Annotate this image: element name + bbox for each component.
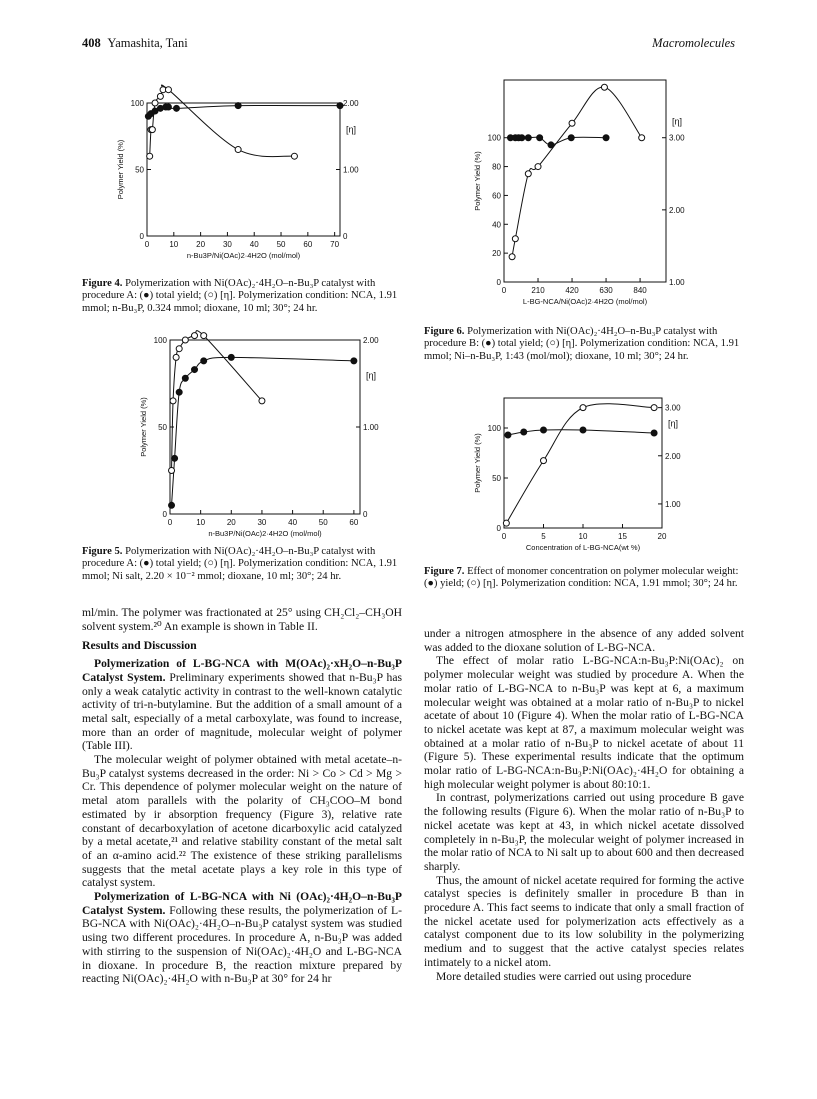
paragraph-r4: More detailed studies were carried out using procedure (436, 969, 692, 983)
viscosity-point (170, 398, 176, 404)
viscosity-point (541, 458, 547, 464)
viscosity-point (201, 333, 207, 339)
viscosity-point (152, 100, 158, 106)
y-tick-label: 100 (130, 99, 144, 108)
yield-point (176, 389, 182, 395)
paragraph-3-text: Following these results, the polymerization of L-BG-NCA with Ni(OAc)₂·4H₂O–n-Bu₃P catalyst system was studied using two different procedures. In procedure A, n-Bu₃P was added with stirring to the suspension of Ni(OAc)₂·4H₂O and L-BG-NCA in dioxane. In procedure B, the reaction mixture prepared by reacting Ni(OAc)₂·4H₂O with n-Bu₃P at 30° for 24 hr (82, 903, 402, 986)
y-axis-label: Polymer Yield (%) (139, 397, 148, 457)
yield-point (235, 103, 241, 109)
viscosity-point (535, 164, 541, 170)
header-journal: Macromolecules (652, 36, 735, 50)
viscosity-point (169, 468, 175, 474)
yield-point (537, 135, 543, 141)
x-tick-label: 20 (196, 240, 206, 249)
x-axis-label: n-Bu3P/Ni(OAc)2·4H2O (mol/mol) (186, 251, 301, 260)
x-tick-label: 5 (541, 532, 546, 541)
viscosity-curve (150, 85, 295, 157)
y2-tick-label: 3.00 (669, 133, 685, 143)
figure-5-label: Figure 5. (82, 546, 123, 557)
viscosity-curve (172, 331, 262, 471)
y-tick-label: 100 (153, 336, 167, 345)
x-tick-label: 10 (196, 518, 206, 527)
yield-point (505, 432, 511, 438)
plot-frame (504, 398, 662, 528)
section-heading: Results and Discussion (82, 638, 197, 653)
y-tick-label: 100 (487, 133, 501, 143)
viscosity-point (509, 254, 515, 260)
y2-tick-label: 1.00 (669, 278, 685, 287)
yield-point (169, 502, 175, 508)
left-column (82, 606, 402, 986)
y2-tick-label: 2.00 (363, 336, 379, 345)
x-tick-label: 210 (531, 286, 545, 295)
yield-point (541, 427, 547, 433)
yield-point (651, 430, 657, 436)
y2-axis-label: [η] (346, 124, 357, 135)
paragraph-r1: The effect of molar ratio L-BG-NCA:n-Bu₃P:Ni(OAc)₂ on polymer molecular weight was studied by procedure A. When the molar ratio of L-BG-NCA to n-Bu₃P was kept at 6, a maximum molecular weight was obtained at a molar ratio of n-Bu₃P to nickel acetate of about 10 (Figure 4). When the molar ratio of L-BG-NCA to nickel acetate was kept at 87, a maximum molecular weight was obtained at a molar ratio of n-Bu₃P to nickel acetate of about 11 (Figure 5). These experimental results indicate that the optimum molar ratio of L-BG-NCA:n-Bu₃P:Ni(OAc)₂·4H₂O for obtaining a high molecular weight polymer is about 80:10:1. (424, 654, 744, 791)
right-column (424, 627, 744, 983)
figure-6-chart (470, 72, 710, 322)
yield-point (165, 104, 171, 110)
y-tick-label: 40 (492, 220, 501, 230)
y-tick-label: 0 (139, 232, 144, 241)
x-axis-label: n-Bu3P/Ni(OAc)2·4H2O (mol/mol) (208, 529, 322, 538)
yield-point (351, 358, 357, 364)
figure-4-caption (82, 278, 402, 315)
y-tick-label: 60 (492, 191, 501, 201)
y-tick-label: 50 (492, 474, 501, 483)
page-number: 408 (82, 36, 101, 50)
figure-7-caption-text: Effect of monomer concentration on polymer molecular weight: (●) yield; (○) [η]. Polymerization condition: NCA, 1.91 mmol; 30°; 24 hr. (424, 566, 739, 590)
yield-point (201, 358, 207, 364)
x-tick-label: 40 (288, 518, 298, 527)
viscosity-point (601, 84, 607, 90)
x-tick-label: 420 (565, 286, 579, 295)
y-tick-label: 50 (135, 165, 144, 175)
running-header-left (82, 36, 188, 51)
y-tick-label: 80 (492, 162, 501, 172)
y2-tick-label: 1.00 (665, 499, 681, 509)
viscosity-point (651, 405, 657, 411)
figure-7-chart (470, 390, 710, 562)
y-axis-label: Polymer Yield (%) (116, 139, 125, 200)
x-tick-label: 60 (303, 240, 313, 249)
y2-tick-label: 0 (343, 232, 348, 241)
y-tick-label: 20 (492, 249, 501, 259)
y2-tick-label: 0 (363, 510, 368, 519)
y-axis-label: Polymer Yield (%) (473, 151, 482, 211)
viscosity-point (149, 127, 155, 133)
y-axis-label: Polymer Yield (%) (473, 433, 482, 493)
viscosity-point (182, 337, 188, 343)
header-authors: Yamashita, Tani (107, 36, 188, 50)
paragraph-1-text: Preliminary experiments showed that n-Bu₃P has only a weak catalytic activity in contrast to the well-known catalytic activity of tri-n-butylamine. But the addition of a small amount of a metal salt, especially of a metal carboxylate, was found to increase, more than an order of magnitude, molecular weight of polymer (Table III). (82, 670, 402, 753)
paragraph-1 (82, 657, 402, 753)
paragraph-0: ml/min. The polymer was fractionated at 25° using CH₂Cl₂–CH₃OH solvent system.²⁰ An example is shown in Table II. (82, 606, 402, 633)
viscosity-point (291, 153, 297, 159)
yield-point (182, 375, 188, 381)
viscosity-curve (506, 404, 654, 523)
viscosity-point (235, 147, 241, 153)
y-tick-label: 0 (162, 510, 167, 519)
viscosity-point (176, 346, 182, 352)
yield-point (519, 135, 525, 141)
viscosity-point (580, 405, 586, 411)
y2-tick-label: 2.00 (343, 99, 359, 108)
x-axis-label: L-BG-NCA/Ni(OAc)2·4H2O (mol/mol) (522, 297, 648, 306)
paragraph-r2: In contrast, polymerizations carried out using procedure B gave the following results (Figure 6). When the molar ratio of n-Bu₃P to nickel acetate was kept at 43, in which nickel acetate dissolved completely in n-Bu₃P, the molecular weight of polymer increased in the molar ratio of NCA to Ni salt up to about 600 and then decreased sharply. (424, 791, 744, 873)
viscosity-point (512, 236, 518, 242)
viscosity-point (147, 153, 153, 159)
figure-4-caption-text: Polymerization with Ni(OAc)₂·4H₂O–n-Bu₃P catalyst with procedure A: (●) total yield; (○) [η]. Polymerization condition: NCA, 1.91 mmol; n-Bu₃P, 0.324 mmol; dioxane, 10 ml; 30°; 24 hr. (82, 278, 398, 314)
y2-tick-label: 1.00 (343, 165, 359, 175)
yield-point (603, 135, 609, 141)
x-axis-label: Concentration of L-BG-NCA(wt %) (525, 543, 641, 552)
viscosity-point (259, 398, 265, 404)
x-tick-label: 840 (633, 286, 647, 295)
figure-4-chart (100, 88, 400, 270)
plot-frame (147, 103, 340, 236)
x-tick-label: 20 (657, 532, 667, 541)
yield-point (521, 429, 527, 435)
viscosity-point (525, 171, 531, 177)
plot-frame (170, 340, 360, 514)
figure-6-caption (424, 326, 744, 363)
figure-5-chart (130, 326, 410, 538)
yield-point (172, 455, 178, 461)
paragraph-2: The molecular weight of polymer obtained with metal acetate–n-Bu₃P catalyst systems decreased in the order: Ni > Co > Cd > Mg > Cr. This dependence of polymer molecular weight on the nature of metal atom parallels with the polarity of CH₃COO–M bond estimated by ir absorption frequency (Figure 3), relative rate constant of decarboxylation of acetone dicarboxylic acid catalyzed by a metal acetate,²¹ and relative stability constant of the metal salt of an α-amino acid.²² The existence of these striking parallelisms suggests that the metal acetate plays a key role in this type of catalyst system. (82, 753, 402, 890)
y2-tick-label: 1.00 (363, 423, 379, 432)
run-in-heading-1: Polymerization of L-BG-NCA with M(OAc)₂·xH₂O–n-Bu₃P Catalyst System. (82, 657, 402, 684)
yield-point (580, 427, 586, 433)
viscosity-point (173, 354, 179, 360)
yield-point (568, 135, 574, 141)
y-tick-label: 0 (496, 524, 501, 533)
x-tick-label: 10 (578, 532, 588, 541)
figure-5-caption-text: Polymerization with Ni(OAc)₂·4H₂O–n-Bu₃P catalyst with procedure A: (●) total yield; (○) [η]. Polymerization condition: NCA, 1.91 mmol; Ni salt, 2.20 × 10⁻² mmol; dioxane, 10 ml; 30°; 24 hr. (82, 546, 398, 582)
figure-5-caption (82, 546, 402, 583)
y-tick-label: 0 (496, 278, 501, 287)
yield-curve (172, 357, 354, 505)
y2-tick-label: 2.00 (665, 451, 681, 461)
viscosity-point (157, 93, 163, 99)
y2-tick-label: 2.00 (669, 205, 685, 215)
figure-6-label: Figure 6. (424, 326, 465, 337)
x-tick-label: 0 (167, 518, 173, 527)
x-tick-label: 60 (349, 518, 359, 527)
x-tick-label: 0 (501, 532, 507, 541)
x-tick-label: 30 (222, 240, 232, 249)
y2-axis-label: [η] (672, 116, 683, 127)
x-tick-label: 50 (276, 240, 286, 249)
paragraph-3 (82, 890, 402, 986)
viscosity-point (569, 120, 575, 126)
viscosity-point (192, 333, 198, 339)
plot-frame (504, 80, 666, 282)
viscosity-point (165, 87, 171, 93)
y2-axis-label: [η] (366, 370, 377, 381)
yield-point (173, 105, 179, 111)
paragraph-r0: under a nitrogen atmosphere in the absence of any added solvent was added to the dioxane solution of L-BG-NCA. (424, 627, 744, 654)
y2-axis-label: [η] (668, 418, 679, 429)
paragraph-r3: Thus, the amount of nickel acetate required for forming the active catalyst species is definitely smaller in procedure B than in procedure A. This fact seems to indicate that only a small fraction of the nickel acetate used for polymerization acts effectively as a catalyst component due to its low solubility in the polymerizing medium and to suggest that the active catalyst species relates intimately to a nickel atom. (424, 873, 744, 969)
x-tick-label: 0 (501, 286, 507, 295)
x-tick-label: 40 (249, 240, 259, 249)
viscosity-curve (512, 87, 642, 257)
y-tick-label: 100 (487, 424, 501, 433)
x-tick-label: 20 (226, 518, 236, 527)
x-tick-label: 30 (257, 518, 267, 527)
x-tick-label: 15 (618, 532, 627, 541)
yield-point (192, 367, 198, 373)
x-tick-label: 10 (169, 240, 179, 249)
yield-point (337, 103, 343, 109)
viscosity-point (639, 135, 645, 141)
x-tick-label: 0 (144, 240, 150, 249)
viscosity-point (503, 520, 509, 526)
y2-tick-label: 3.00 (665, 403, 681, 413)
figure-7-label: Figure 7. (424, 566, 465, 577)
yield-point (228, 354, 234, 360)
run-in-heading-2: Polymerization of L-BG-NCA with Ni (OAc)₂·4H₂O–n-Bu₃P Catalyst System. (82, 890, 402, 917)
yield-point (525, 135, 531, 141)
x-tick-label: 630 (599, 286, 613, 295)
x-tick-label: 70 (330, 240, 340, 249)
figure-6-caption-text: Polymerization with Ni(OAc)₂·4H₂O–n-Bu₃P catalyst with procedure B: (●) total yield; (○) [η]. Polymerization condition: NCA, 1.91 mmol; Ni–n-Bu₃P, 1:43 (mol/mol); dioxane, 10 ml; 30°; 24 hr. (424, 326, 740, 362)
y-tick-label: 50 (158, 423, 167, 432)
figure-7-caption (424, 566, 744, 591)
x-tick-label: 50 (318, 518, 328, 527)
figure-4-label: Figure 4. (82, 278, 123, 289)
